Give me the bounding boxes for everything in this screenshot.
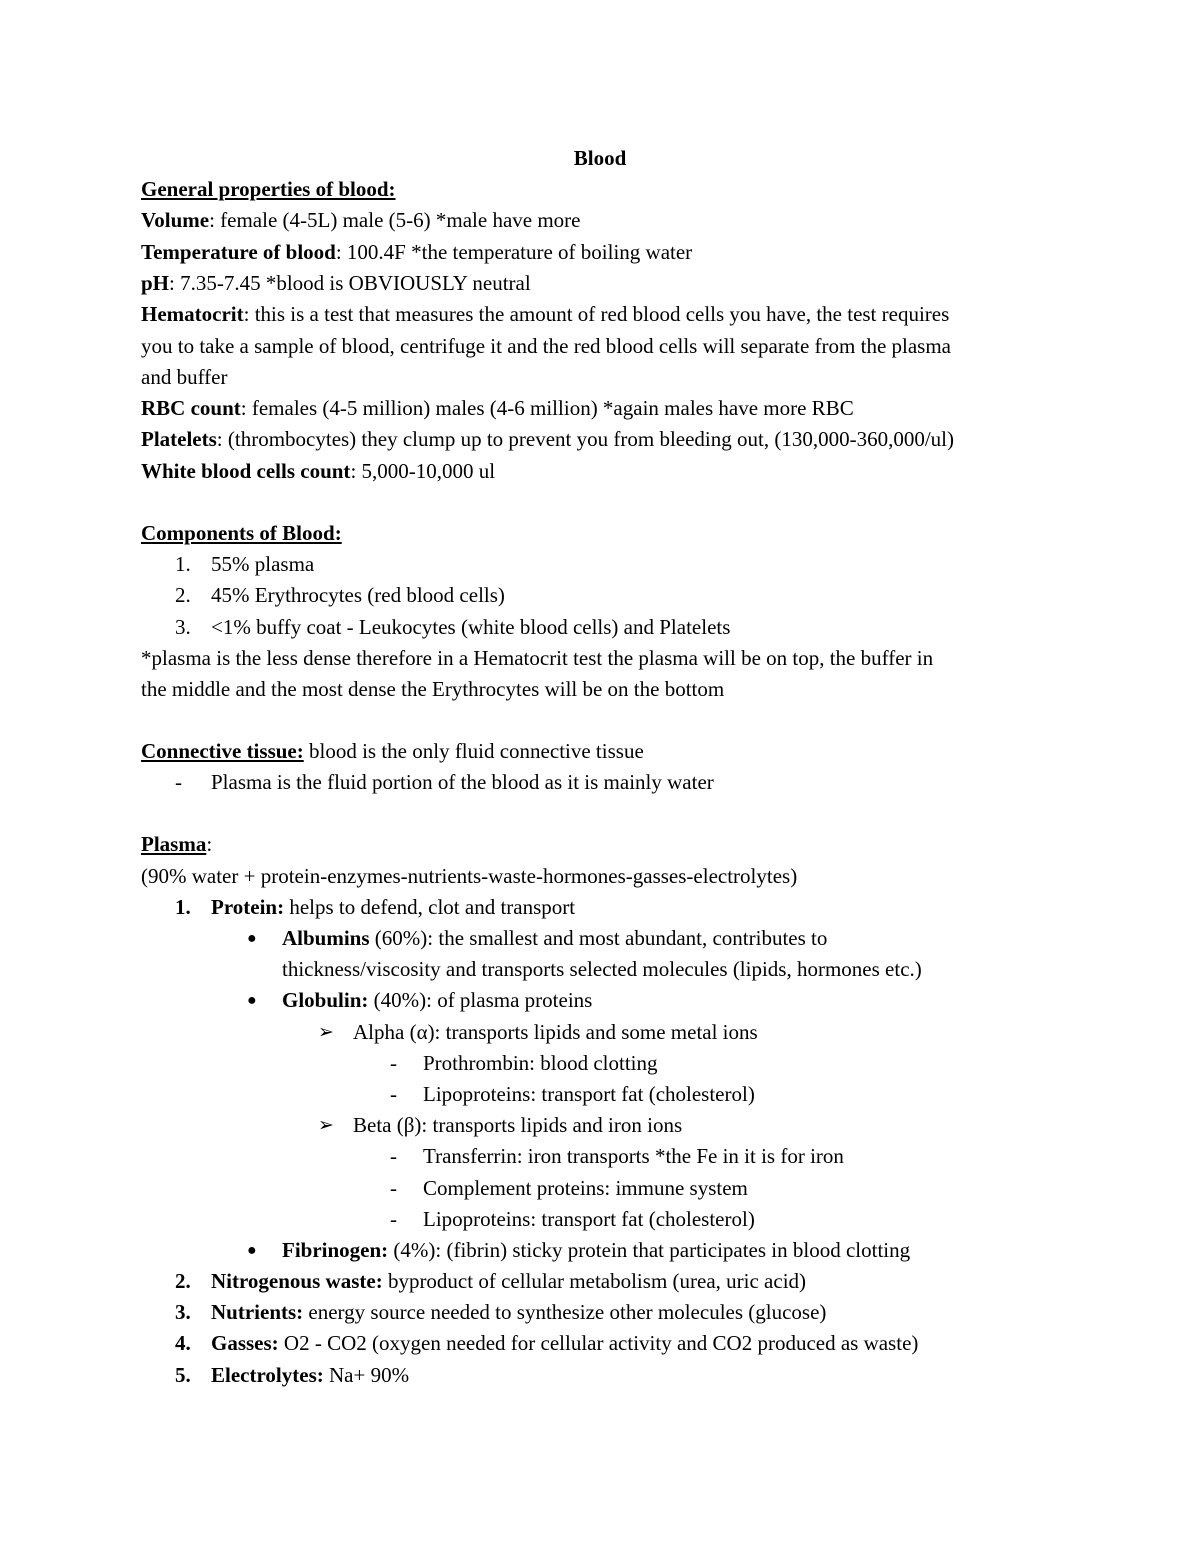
fibrinogen-line (282, 1235, 910, 1266)
connective-tissue-line (141, 736, 644, 767)
temperature-label: Temperature of blood (141, 240, 336, 264)
item-text: O2 - CO2 (oxygen needed for cellular activity and CO2 produced as waste) (278, 1331, 919, 1355)
hematocrit-line-3: and buffer (141, 365, 228, 389)
general-properties-heading: General properties of blood: (141, 177, 396, 201)
list-item: 45% Erythrocytes (red blood cells) (211, 583, 505, 607)
volume-label: Volume (141, 208, 210, 232)
beta-line: Beta (β): transports lipids and iron ions (353, 1113, 683, 1137)
arrowhead-icon: ➢ (318, 1021, 334, 1043)
dash-marker: - (175, 770, 182, 794)
bullet-icon: ● (247, 930, 257, 947)
gasses-line (211, 1328, 918, 1359)
bullet-icon: ● (247, 1242, 257, 1259)
connective-tissue-heading: Connective tissue: (141, 739, 304, 763)
ph-line (141, 268, 531, 299)
page-title: Blood (573, 146, 627, 170)
list-marker: 2. (175, 1269, 191, 1293)
rbc-text: : females (4-5 million) males (4-6 million) *again males have more RBC (240, 396, 854, 420)
item-label: Nitrogenous waste: (211, 1269, 383, 1293)
nitrogenous-waste-line (211, 1266, 806, 1297)
item-label: Gasses: (211, 1331, 279, 1355)
dash-marker: - (390, 1051, 397, 1075)
dash-marker: - (390, 1207, 397, 1231)
wbc-line (141, 456, 495, 487)
rbc-line (141, 393, 854, 424)
list-item: Lipoproteins: transport fat (cholesterol) (423, 1082, 755, 1106)
platelets-label: Platelets (141, 427, 217, 451)
fibrinogen-label: Fibrinogen: (282, 1238, 389, 1262)
electrolytes-line (211, 1360, 409, 1391)
protein-label: Protein: (211, 895, 285, 919)
list-marker: 3. (175, 1300, 191, 1324)
globulin-text: (40%): of plasma proteins (368, 988, 593, 1012)
volume-line (141, 205, 581, 236)
albumins-line (282, 923, 827, 954)
plasma-heading-colon: : (206, 832, 213, 856)
components-note-line-2: the middle and the most dense the Erythrocytes will be on the bottom (141, 677, 725, 701)
temperature-line (141, 237, 692, 268)
globulin-line (282, 985, 592, 1016)
list-marker: 1. (175, 552, 191, 576)
plasma-composition: (90% water + protein-enzymes-nutrients-waste-hormones-gasses-electrolytes) (141, 864, 798, 888)
list-marker: 3. (175, 615, 191, 639)
albumins-line-2: thickness/viscosity and transports selected molecules (lipids, hormones etc.) (282, 957, 922, 981)
dash-marker: - (390, 1176, 397, 1200)
ph-label: pH (141, 271, 170, 295)
plasma-heading: Plasma (141, 832, 207, 856)
protein-text: helps to defend, clot and transport (284, 895, 576, 919)
hematocrit-line-2: you to take a sample of blood, centrifuge it and the red blood cells will separate from the plasma (141, 334, 951, 358)
item-text: energy source needed to synthesize other molecules (glucose) (303, 1300, 827, 1324)
item-label: Electrolytes: (211, 1363, 324, 1387)
wbc-label: White blood cells count (141, 459, 351, 483)
list-item: Lipoproteins: transport fat (cholesterol) (423, 1207, 755, 1231)
list-marker: 5. (175, 1363, 191, 1387)
item-label: Nutrients: (211, 1300, 304, 1324)
dash-marker: - (390, 1082, 397, 1106)
arrowhead-icon: ➢ (318, 1114, 334, 1136)
item-text: Na+ 90% (323, 1363, 410, 1387)
wbc-text: : 5,000-10,000 ul (350, 459, 496, 483)
list-item: Complement proteins: immune system (423, 1176, 748, 1200)
connective-tissue-text: blood is the only fluid connective tissue (303, 739, 644, 763)
list-item: <1% buffy coat - Leukocytes (white blood cells) and Platelets (211, 615, 731, 639)
rbc-label: RBC count (141, 396, 241, 420)
hematocrit-line (141, 299, 949, 330)
list-marker: 4. (175, 1331, 191, 1355)
plasma-heading-line (141, 829, 212, 860)
list-item: Transferrin: iron transports *the Fe in it is for iron (423, 1144, 844, 1168)
connective-bullet: Plasma is the fluid portion of the blood as it is mainly water (211, 770, 714, 794)
nutrients-line (211, 1297, 826, 1328)
protein-line (211, 892, 575, 923)
bullet-icon: ● (247, 992, 257, 1009)
temperature-text: : 100.4F *the temperature of boiling water (335, 240, 693, 264)
list-marker: 1. (175, 895, 191, 919)
ph-text: : 7.35-7.45 *blood is OBVIOUSLY neutral (169, 271, 531, 295)
hematocrit-label: Hematocrit (141, 302, 244, 326)
albumins-label: Albumins (282, 926, 370, 950)
alpha-line: Alpha (α): transports lipids and some metal ions (353, 1020, 758, 1044)
albumins-text: (60%): the smallest and most abundant, contributes to (369, 926, 828, 950)
list-item: 55% plasma (211, 552, 315, 576)
hematocrit-text: : this is a test that measures the amount of red blood cells you have, the test requires (243, 302, 950, 326)
volume-text: : female (4-5L) male (5-6) *male have more (209, 208, 581, 232)
platelets-line (141, 424, 954, 455)
components-heading: Components of Blood: (141, 521, 342, 545)
list-marker: 2. (175, 583, 191, 607)
globulin-label: Globulin: (282, 988, 369, 1012)
dash-marker: - (390, 1144, 397, 1168)
item-text: byproduct of cellular metabolism (urea, uric acid) (382, 1269, 807, 1293)
components-note-line-1: *plasma is the less dense therefore in a Hematocrit test the plasma will be on top, the buffer in (141, 646, 934, 670)
platelets-text: : (thrombocytes) they clump up to prevent you from bleeding out, (130,000-360,000/ul) (216, 427, 954, 451)
fibrinogen-text: (4%): (fibrin) sticky protein that participates in blood clotting (388, 1238, 911, 1262)
list-item: Prothrombin: blood clotting (423, 1051, 658, 1075)
